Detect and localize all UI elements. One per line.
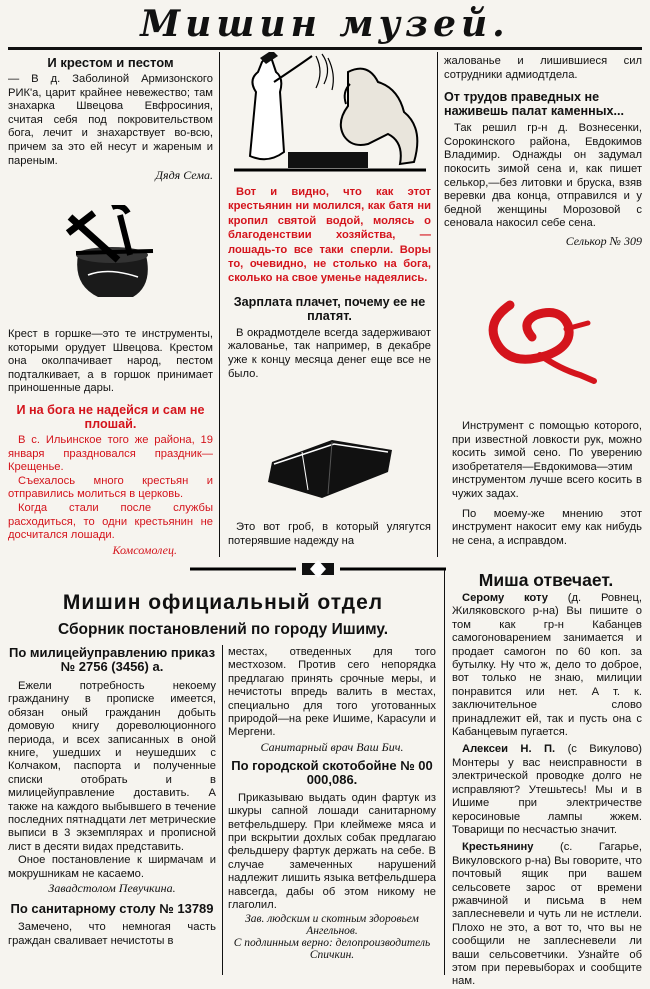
answer-recipient: Крестьянину <box>462 841 534 854</box>
decree-heading: По городской скотобойне № 00 000,086. <box>231 757 433 787</box>
answer-text: (с. Гагарье, Викуловского р-на) Вы говорите, что почтовый ящик при вашем сельсовете зарос от времени ржавчиной и письма в нем заплесневели и чуть ли не истлели. Плохо не это, а вот то, что вы не сообщили не заплесневели ли ваши сельсоветчики. Узнайте об этом при перевыборах и сообщите нам. <box>452 841 643 988</box>
answer-text: (с Викулово) Монтеры у вас неисправности в электрической проводке долго не исправляют? Утешьтесь! Мы и в Ишиме при электричестве керосиновые лампы жжем. Товарищи по несчастью значит. <box>452 743 643 836</box>
official-subtitle: Сборник постановлений по городу Ишиму. <box>57 621 388 638</box>
column-2 <box>228 185 431 381</box>
column-3 <box>444 55 642 249</box>
column-1 <box>8 56 213 183</box>
column-1-continued <box>8 328 213 558</box>
cross-pestle-pot-illustration <box>58 205 168 300</box>
decree-text: Замечено, что немногая часть граждан сваливает нечистоты в <box>8 921 216 947</box>
official-column-divider <box>222 645 223 975</box>
column-divider <box>437 52 438 557</box>
article-text-red: Вот и видно, что как этот крестьянин ни молился, как батя ни кропил святой водой, молясь о благоденствии хозяйства, — лошадь-то все таки сперли. Воры то, очевидно, не столько на бога, сколько на свое уменье надеялись. <box>228 186 431 285</box>
article-signature: Селькор № 309 <box>565 233 642 248</box>
answer-recipient: Серому коту <box>462 592 548 604</box>
rope-loop-illustration <box>470 285 620 395</box>
article-heading: Зарплата плачет, почему ее не платят. <box>233 294 426 323</box>
article-text-red: В с. Ильинское того же района, 19 января праздновался праздник—Крещенье. <box>8 433 213 474</box>
decree-text: Ежели потребность некоему гражданину в прописке имеется, обязан оный гражданин добыть домовую книгу дореволюционного периода, и всех записанных в оной книге, ушедших и неушедших с Колчаком, паспорта и полученные списки отобрать и в милицейуправление доставить. А также на каждого выбывшего в течение последних пятнадцати лет метрические выписи в 3 экземплярах и прописной лист в десяти видах представить. <box>8 680 216 853</box>
decree-text: Приказываю выдать один фартук из шкуры сапной лошади санитарному ветфельдшеру. При клеймеже мяса и при вскрытии дохлых собак предлагаю фельдшеру фартук держать на себе. В случае замеченных нарушений надлежит лишить языка ветфельдшера навсегда, дабы об этом никому не глаголил. <box>228 791 436 912</box>
article-text-red: Когда стали после службы расходиться, то одни крестьянин не досчитался лошади. <box>8 501 213 542</box>
coffin-illustration <box>262 432 402 507</box>
answers-column <box>452 592 642 989</box>
answers-title: Миша отвечает. <box>478 570 614 590</box>
decree-heading: По милицейуправлению приказ № 2756 (3456) а. <box>8 645 216 674</box>
article-heading-red: И на бога не надейся и сам не плошай. <box>16 402 205 431</box>
answer-item <box>452 743 642 837</box>
article-text: По моему-же мнению этот инструмент накосит ему как нибудь не сена, а исправдом. <box>452 507 642 547</box>
decree-heading: По санитарному столу № 13789 <box>10 901 214 917</box>
answer-recipient: Алексеи Н. П. <box>462 743 556 756</box>
answer-text: (д. Ровнец, Жиляковского р-на) Вы пишите о том как гр-н Кабанцев самогоноварением занимается и продает самогон по 60 коп. за бутылку. Ну что ж, дело то доброе, вот только не знаю, милиции понравится или нет. А т. к. заключительное слово принадлежит ей, так и пусть она с Кабанцевым пугается. <box>452 592 642 739</box>
article-heading: И крестом и пестом <box>47 55 174 70</box>
decree-signature: Зав. людским и скотным здоровьем Ангельнов. <box>245 912 419 937</box>
decree-text: Оное постановление к ширмачам и мокрушникам не касаемо. <box>8 854 216 880</box>
decree-signature: Санитарный врач Ваш Бич. <box>260 739 404 754</box>
article-text: — В д. Заболиной Армизонского РИК'а, царит крайнее невежество; там знахарка Швецова Евфросиния, считая себя под покровительством бога, лечит и знахарствует во-всю, причем за это ей несут и жареным и пареным. <box>8 73 213 167</box>
official-column-2 <box>228 646 436 961</box>
decree-signature: С подлинным верно: делопроизводитель Спичкин. <box>233 936 431 961</box>
article-text: В окрадмотделе всегда задерживают жалованье, так например, в декабре уже к концу месяца денег еще все не было. <box>228 326 431 380</box>
article-text: Так решил гр-н д. Вознесенки, Сорокинского района, Евдокимов Владимир. Однажды он задумал покосить зимой сена и, как пишет селькор,—без литовки и бруска, взяв веревки два конца, отправился и у бедной женщины Морозовой с сеновала накосил себе сена. <box>444 122 642 230</box>
decree-signature: Завадстолом Певучкина. <box>48 881 176 896</box>
article-text-red: Съехалось много крестьян и отправились молиться в церковь. <box>8 474 213 501</box>
illustration-caption: Инструмент с помощью которого, при известной ловкости рук, можно косить зимой сено. По уверению изобретателя—Евдокимова—этим инструментом лучше всего косить в чужих задах. <box>452 420 642 500</box>
answer-item <box>452 592 642 739</box>
column-divider <box>219 52 220 557</box>
article-heading: От трудов праведных не наживешь палат каменных... <box>444 90 624 119</box>
answers-divider <box>444 570 445 975</box>
coffin-caption: Это вот гроб, в который улягутся потерявшие надежду на <box>228 521 431 547</box>
masthead-title: Мишин музей. <box>140 3 510 45</box>
answer-item <box>452 841 642 988</box>
decree-text: местах, отведенных для того местхозом. Против сего непорядка предлагаю принять срочные меры, и нечистоты впредь валить в местах, специально для того уготованных природой—на реке Ишиме, Карасули и Мергени. <box>228 646 436 739</box>
column-3-continued <box>452 420 642 548</box>
masthead-rule <box>8 47 642 50</box>
priest-sprinkling-horse-illustration <box>228 52 432 182</box>
article-signature-red: Комсомолец. <box>112 542 177 557</box>
article-text: жалованье и лишившиеся сил сотрудники адмиодтдела. <box>444 55 642 81</box>
article-signature: Дядя Сема. <box>155 168 213 183</box>
official-title: Мишин официальный отдел <box>62 591 384 614</box>
divider-ornament <box>186 560 450 578</box>
official-column-1 <box>8 646 216 948</box>
illustration-caption: Крест в горшке—это те инструменты, которыми орудует Швецова. Крестом она околпачивает народ, пестом подталкивает, а в горшок принимает приношенные дары. <box>8 328 213 395</box>
